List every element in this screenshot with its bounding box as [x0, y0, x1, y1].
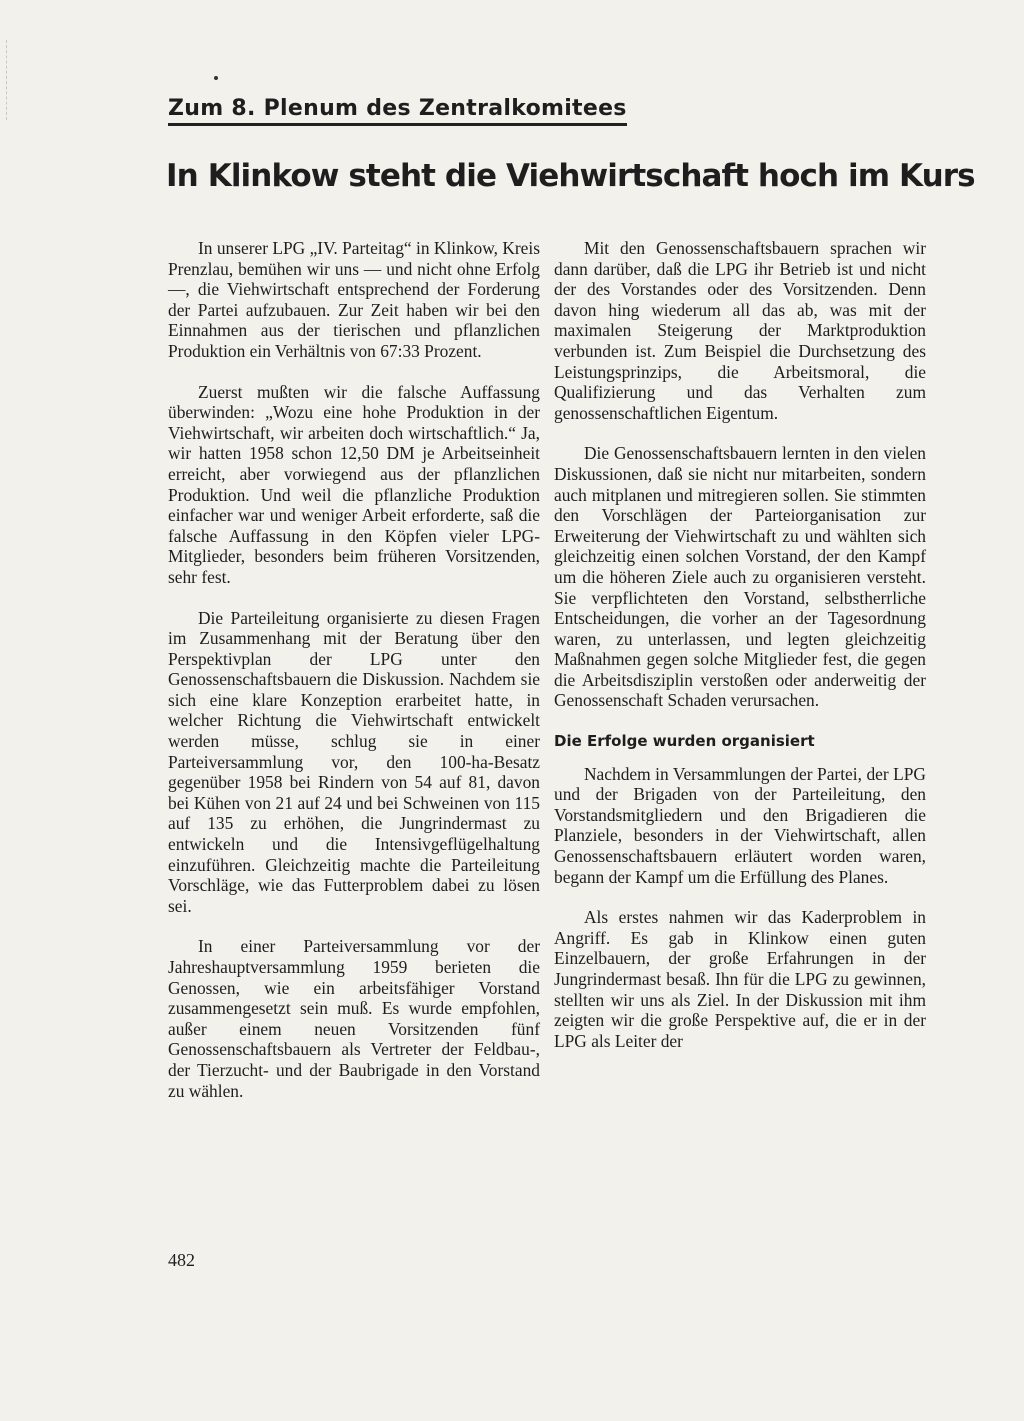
paragraph: Zuerst mußten wir die falsche Auffassung überwinden: „Wozu eine hohe Produktion in der Viehwirtschaft, wir arbeiten doch wirtschaftlich.“ Ja, wir hatten 1958 schon 12,50 DM je Arbeitseinheit erreicht, aber vorwiegend aus der pflanzlichen Produktion. Und weil die pflanzliche Produktion einfacher war und weniger Arbeit erforderte, saß die falsche Auffassung in den Köpfen vieler LPG-Mitglieder, besonders beim früheren Vorsitzenden, sehr fest.	[168, 381, 540, 587]
paragraph: Als erstes nahmen wir das Kaderproblem in Angriff. Es gab in Klinkow einen guten Einzelbauern, der große Erfahrungen in der Jungrindermast besaß. Ihn für die LPG zu gewinnen, stellten wir uns als Ziel. In der Diskussion mit ihm zeigten wir die große Perspektive auf, die er in der LPG als Leiter der	[554, 907, 926, 1051]
paragraph: In einer Parteiversammlung vor der Jahreshauptversammlung 1959 berieten die Genossen, wie ein arbeitsfähiger Vorstand zusammengesetzt sein muß. Es wurde empfohlen, außer einem neuen Vorsitzenden fünf Genossenschaftsbauern als Vertreter der Feldbau-, der Tierzucht- und der Baubrigade in den Vorstand zu wählen.	[168, 936, 540, 1101]
paragraph: Nachdem in Versammlungen der Partei, der LPG und der Brigaden von der Parteileitung, den Vorstandsmitgliedern und den Brigadieren die Planziele, besonders in der Viehwirtschaft, allen Genossenschaftsbauern erläutert worden waren, begann der Kampf um die Erfüllung des Planes.	[554, 763, 926, 887]
paragraph: In unserer LPG „IV. Parteitag“ in Klinkow, Kreis Prenzlau, bemühen wir uns — und nicht ohne Erfolg —, die Viehwirtschaft entsprechend der Forderung der Partei aufzubauen. Zur Zeit haben wir bei den Einnahmen aus der tierischen und pflanzlichen Produktion ein Verhältnis von 67:33 Prozent.	[168, 238, 540, 361]
ink-speck	[214, 76, 218, 80]
column-right	[554, 238, 926, 1071]
margin-marks	[6, 40, 11, 120]
subheading: Die Erfolge wurden organisiert	[554, 732, 815, 751]
article-headline: In Klinkow steht die Viehwirtschaft hoch im Kurs	[166, 158, 975, 194]
page-number: 482	[168, 1250, 195, 1270]
paragraph: Mit den Genossenschaftsbauern sprachen wir dann darüber, daß die LPG ihr Betrieb ist und nicht der des Vorstandes oder des Vorsitzenden. Denn davon hing wiederum all das ab, was mit der maximalen Steigerung der Marktproduktion verbunden ist. Zum Beispiel die Durchsetzung des Leistungsprinzips, die Arbeitsmoral, die Qualifizierung und das Verhalten zum genossenschaftlichen Eigentum.	[554, 238, 926, 423]
paragraph: Die Genossenschaftsbauern lernten in den vielen Diskussionen, daß sie nicht nur mitarbeiten, sondern auch mitplanen und mitregieren sollen. Sie stimmten den Vorschlägen der Parteiorganisation zur Erweiterung der Viehwirtschaft zu und wählten sich gleichzeitig einen solchen Vorstand, der den Kampf um die höheren Ziele auch zu organisieren versteht. Sie verpflichteten den Vorstand, selbstherrliche Entscheidungen, die vorher an der Tagesordnung waren, zu unterlassen, und legten gleichzeitig Maßnahmen gegen solche Mitglieder fest, die gegen die Arbeitsdisziplin verstoßen oder anderweitig der Genossenschaft Schaden verursachen.	[554, 443, 926, 711]
section-header: Zum 8. Plenum des Zentralkomitees	[168, 96, 627, 126]
paragraph: Die Parteileitung organisierte zu diesen Fragen im Zusammenhang mit der Beratung über den Perspektivplan der LPG unter den Genossenschaftsbauern die Diskussion. Nachdem sie sich eine klare Konzeption erarbeitet hatte, in welcher Richtung die Viehwirtschaft entwickelt werden müsse, schlug sie in einer Parteiversammlung vor, den 100-ha-Besatz gegenüber 1958 bei Rindern von 54 auf 81, davon bei Kühen von 21 auf 24 und bei Schweinen von 115 auf 135 zu erhöhen, die Jungrindermast zu entwickeln und die Intensivgeflügelhaltung einzuführen. Gleichzeitig machte die Parteileitung Vorschläge, wie das Futterproblem dabei zu lösen sei.	[168, 607, 540, 916]
column-left	[168, 238, 540, 1121]
